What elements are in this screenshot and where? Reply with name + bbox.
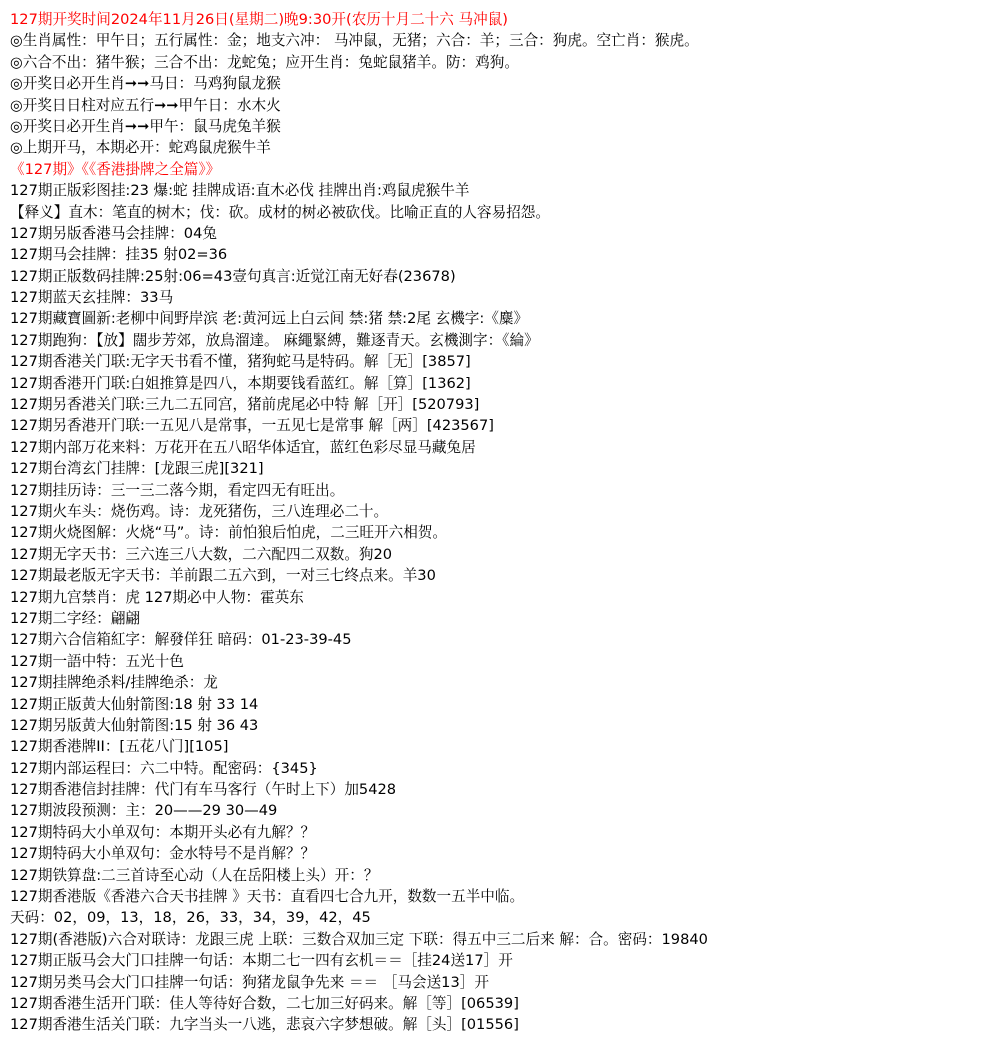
text-line: ◎开奖日必开生肖➞➞甲午：鼠马虎兔羊猴 [10, 117, 281, 135]
text-line: 127期台湾玄门挂牌：[龙跟三虎][321] [10, 460, 264, 478]
text-line: 127期二字经：翩翩 [10, 609, 141, 627]
text-line: 127期马会挂牌：挂35 射02=36 [10, 246, 228, 264]
heading-line: 《127期》《《香港掛牌之全篇》》 [10, 160, 221, 178]
text-line: 127期内部万花来料：万花开在五八昭华体适宜，蓝红色彩尽显马藏兔居 [10, 438, 476, 456]
text-line: ◎开奖日必开生肖➞➞马日：马鸡狗鼠龙猴 [10, 75, 281, 93]
text-line: 127期香港信封挂牌：代门有车马客行（午时上下）加5428 [10, 781, 397, 799]
text-line: 127期挂历诗：三一三二落今期，看定四无有旺出。 [10, 481, 345, 499]
text-line: 127期香港牌II：[五花八门][105] [10, 738, 229, 756]
text-line: 127期正版马会大门口挂牌一句话：本期二七一四有玄机＝＝［挂24送17］开 [10, 952, 513, 970]
text-line: 127期另香港开门联:一五见八是常事，一五见七是常事 解［两］[423567] [10, 417, 494, 435]
text-line: 127期最老版无字天书：羊前跟二五六到，一对三七终点来。羊30 [10, 567, 436, 585]
text-line: 127期香港生活开门联：佳人等待好合数，二七加三好码来。解［等］[06539] [10, 994, 519, 1012]
text-line: 127期火烧图解：火烧“马”。诗：前怕狼后怕虎，二三旺开六相贺。 [10, 524, 448, 542]
text-line: 127期正版彩图挂:23 爆:蛇 挂牌成语:直木必伐 挂牌出肖:鸡鼠虎猴牛羊 [10, 182, 470, 200]
text-line: 127期一語中特：五光十色 [10, 652, 184, 670]
text-line: 127期内部运程曰：六二中特。配密码：{345} [10, 759, 318, 777]
text-line: 127期特码大小单双句：本期开头必有九解？？ [10, 823, 316, 841]
document-body [10, 9, 995, 1036]
text-line: 127期藏寶圖新:老柳中间野岸滨 老:黄河远上白云间 禁:猪 禁:2尾 玄機字:《麋》 [10, 310, 529, 328]
text-line: 127期六合信箱紅字：解發佯狂 暗码：01-23-39-45 [10, 631, 352, 649]
text-line: 127期(香港版)六合对联诗：龙跟三虎 上联：三数合双加三定 下联：得五中三二后来 解：合。密码：19840 [10, 930, 708, 948]
text-line: 127期蓝天玄挂牌：33马 [10, 289, 174, 307]
text-line: 127期正版数码挂牌:25射:06=43壹句真言:近觉江南无好春(23678) [10, 267, 456, 285]
text-line: 127期波段预测：主：20——29 30—49 [10, 802, 278, 820]
text-line: 127期跑狗：【放】闊步芳郊，放鳥溜達。 麻繩緊縛，難逐青天。玄機測字：《綸》 [10, 331, 539, 349]
text-line: 127期另香港关门联:三九二五同宫，猪前虎尾必中特 解［开］[520793] [10, 396, 480, 414]
heading-line: 127期开奖时间2024年11月26日(星期二)晚9:30开(农历十月二十六 马冲鼠) [10, 11, 508, 28]
text-line: ◎上期开马，本期必开：蛇鸡鼠虎猴牛羊 [10, 139, 271, 157]
text-line: 【释义】直木：笔直的树木；伐：砍。成材的树必被砍伐。比喻正直的人容易招怨。 [10, 203, 550, 221]
text-line: ◎六合不出：猪牛猴；三合不出：龙蛇兔；应开生肖：兔蛇鼠猪羊。防：鸡狗。 [10, 53, 519, 71]
text-line: 127期香港关门联:无字天书看不懂，猪狗蛇马是特码。解［无］[3857] [10, 353, 471, 371]
text-line: 127期香港版《香港六合天书挂牌 》天书：直看四七合九开，数数一五半中临。 [10, 888, 525, 906]
text-line: 127期香港生活关门联：九字当头一八逃，悲哀六字梦想破。解［头］[01556] [10, 1016, 519, 1034]
text-line: 127期无字天书：三六连三八大数，二六配四二双数。狗20 [10, 545, 393, 563]
text-line: 127期火车头：烧伤鸡。诗：龙死猪伤，三八连理必二十。 [10, 502, 389, 520]
text-line: 127期另类马会大门口挂牌一句话：狗猪龙鼠争先来 ＝＝ ［马会送13］开 [10, 973, 489, 991]
text-line: 127期特码大小单双句：金水特号不是肖解？？ [10, 845, 316, 863]
text-line: 127期铁算盘:二三首诗至心动（人在岳阳楼上头）开：？ [10, 866, 379, 884]
text-line: 127期正版黄大仙射箭图:18 射 33 14 [10, 695, 259, 713]
text-line: 127期挂牌绝杀料/挂牌绝杀：龙 [10, 674, 218, 692]
text-line: 天码：02，09，13，18，26，33，34，39，42，45 [10, 909, 371, 927]
text-line: ◎开奖日日柱对应五行➞➞甲午日：水木火 [10, 96, 281, 114]
text-line: 127期九宫禁肖：虎 127期必中人物：霍英东 [10, 588, 304, 606]
text-line: 127期香港开门联:白姐推算是四八，本期要钱看蓝红。解［算］[1362] [10, 374, 471, 392]
text-line: 127期另版黄大仙射箭图:15 射 36 43 [10, 716, 259, 734]
text-line: 127期另版香港马会挂牌：04兔 [10, 224, 217, 242]
text-line: ◎生肖属性：甲午日；五行属性：金；地支六冲： 马冲鼠，无猪；六合：羊；三合：狗虎。空亡肖：猴虎。 [10, 32, 699, 50]
